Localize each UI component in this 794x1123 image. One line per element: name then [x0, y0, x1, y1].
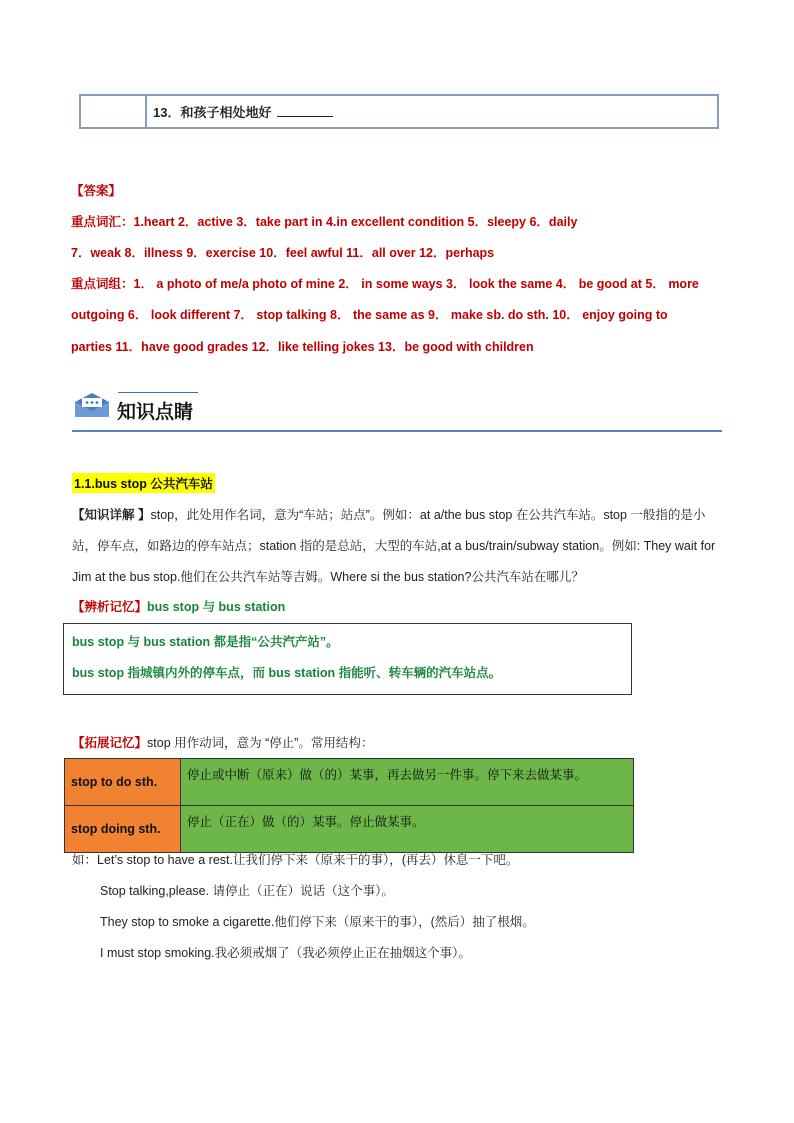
bianxi-text: bus stop 与 bus station [147, 600, 286, 614]
tuozhan-heading [72, 733, 373, 751]
answer-line-4: outgoing 6． look different 7． stop talking 8． the same as 9． make sb. do sth. 10． enjoy going to [71, 308, 668, 322]
bianxi-tag: 【辨析记忆】 [72, 600, 148, 614]
detail-paragraph [72, 500, 722, 593]
tuozhan-tag: 【拓展记忆】 [72, 736, 148, 750]
answer-line-5: parties 11．have good grades 12．like telling jokes 13．be good with children [71, 340, 534, 354]
answer-line-2: 7．weak 8．illness 9．exercise 10．feel awful 11．all over 12．perhaps [71, 246, 495, 260]
example-line-1: 如：Let’s stop to have a rest.让我们停下来（原来干的事），(再去）休息一下吧。 [72, 853, 519, 867]
tuozhan-text: stop 用作动词，意为 “停止”。常用结构： [147, 736, 374, 750]
section-top-rule [118, 392, 198, 393]
answer-line-3: 重点词组：1． a photo of me/a photo of mine 2． in some ways 3． look the same 4． be good at 5． more [71, 277, 699, 291]
section-divider [72, 430, 722, 432]
table-item-text: 13．和孩子相处地好 [153, 105, 272, 120]
bianxi-box [63, 623, 632, 695]
bianxi-heading [72, 597, 285, 615]
table-number-cell [81, 96, 147, 127]
answer-line-1: 重点词汇：1.heart 2．active 3．take part in 4.in excellent condition 5．sleepy 6．daily [71, 215, 578, 229]
section-title: 知识点睛 [117, 402, 194, 423]
structure-value: 停止（正在）做（的）某事。停止做某事。 [181, 806, 634, 853]
table-row [65, 759, 634, 806]
table-row [65, 806, 634, 853]
answer-blank [277, 104, 333, 117]
answer-label: 【答案】 [71, 184, 122, 198]
envelope-icon [73, 392, 111, 418]
structure-key: stop doing sth. [65, 806, 181, 853]
structure-value: 停止或中断（原来）做（的）某事，再去做另一件事。停下来去做某事。 [181, 759, 634, 806]
bianxi-box-line-1: bus stop 与 bus station 都是指“公共汽产站”。 [72, 635, 339, 649]
table-item-cell [147, 96, 717, 127]
stop-structure-table [64, 758, 634, 853]
example-line-2: Stop talking,please. 请停止（正在）说话（这个事）。 [100, 884, 394, 898]
structure-key: stop to do sth. [65, 759, 181, 806]
bianxi-box-line-2: bus stop 指城镇内外的停车点，而 bus station 指能听、转车辆的汽车站点。 [72, 666, 502, 680]
detail-text: stop，此处用作名词，意为“车站；站点”。例如：at a/the bus stop 在公共汽车站。stop 一般指的是小站，停车点，如路边的停车站点；station 指的是总站，大型的车站,at a bus/train/subway station。例如: They wait for Jim at the bus stop.他们在公共汽车站等吉姆。Where si the bus station?公共汽车站在哪儿？ [72, 508, 716, 584]
detail-tag: 【知识详解 】 [72, 508, 151, 522]
example-line-3: They stop to smoke a cigarette.他们停下来（原来干的事），(然后）抽了根烟。 [100, 915, 535, 929]
point-title: 1.1.bus stop 公共汽车站 [72, 473, 215, 493]
answer-table-row [79, 94, 719, 129]
example-line-4: I must stop smoking.我必须戒烟了（我必须停止正在抽烟这个事）。 [100, 946, 471, 960]
